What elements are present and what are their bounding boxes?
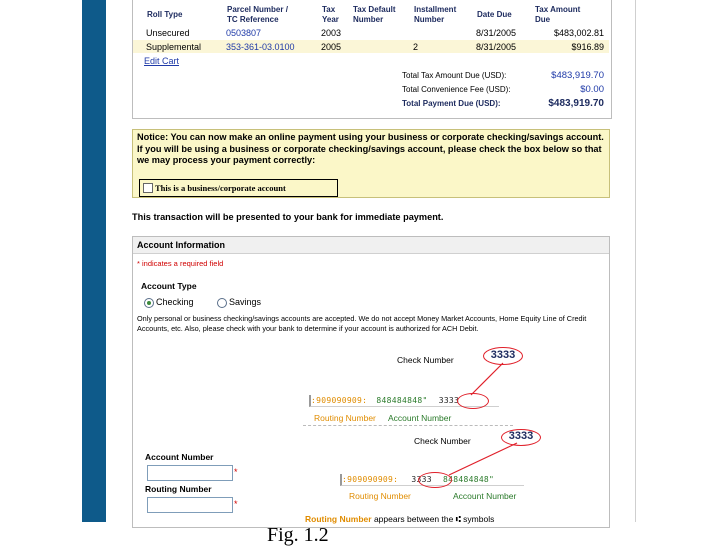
- account-information-panel: [132, 236, 610, 528]
- row1-roll-type: Unsecured: [146, 28, 190, 38]
- required-field-note: * indicates a required field: [137, 259, 224, 268]
- row2-amount: $916.89: [571, 42, 604, 52]
- header-tax-year-2: Year: [322, 15, 339, 24]
- header-parcel: Parcel Number /: [227, 5, 288, 14]
- check1-number-value: 3333: [490, 349, 516, 361]
- payment-page: [106, 0, 636, 522]
- checking-label[interactable]: Checking: [156, 297, 194, 307]
- savings-label[interactable]: Savings: [229, 297, 262, 307]
- account-type-label: Account Type: [141, 281, 197, 291]
- total-tax-value: $483,919.70: [551, 70, 604, 81]
- radio-selected-dot: [147, 301, 151, 305]
- check1-routing-digits: :909090909:: [311, 396, 368, 405]
- check2-digits-oval: [418, 472, 452, 488]
- business-account-label: This is a business/corporate account: [155, 183, 286, 193]
- header-tax-year: Tax: [322, 5, 336, 14]
- routing-footnote-rest: appears between the ⑆ symbols: [371, 514, 495, 524]
- savings-radio[interactable]: [217, 298, 227, 308]
- account-number-input[interactable]: [147, 465, 233, 481]
- header-tax-amount-2: Due: [535, 15, 551, 24]
- transaction-statement: This transaction will be presented to your bank for immediate payment.: [132, 212, 444, 222]
- convenience-fee-label: Total Convenience Fee (USD):: [402, 85, 511, 94]
- business-account-checkbox-row[interactable]: [139, 179, 338, 197]
- row2-date-due: 8/31/2005: [476, 42, 517, 52]
- check1-account-caption: Account Number: [388, 413, 452, 423]
- header-tax-default: Tax Default: [353, 5, 396, 14]
- routing-footnote: [305, 514, 494, 524]
- routing-footnote-strong: Routing Number: [305, 514, 372, 524]
- header-installment: Installment: [414, 5, 457, 14]
- row2-installment: 2: [413, 42, 419, 52]
- check2-number-label: Check Number: [414, 436, 471, 446]
- business-account-notice: [132, 129, 610, 198]
- row2-roll-type: Supplemental: [146, 42, 202, 52]
- row1-parcel-link[interactable]: 0503807: [226, 28, 262, 38]
- check1-divider: [303, 425, 513, 426]
- table-row-highlight: [133, 40, 609, 53]
- header-date-due: Date Due: [477, 10, 512, 19]
- check2-account-caption: Account Number: [453, 491, 517, 501]
- account-number-label: Account Number: [145, 452, 214, 462]
- check2-check-digits: 3333: [411, 475, 432, 484]
- routing-number-input[interactable]: [147, 497, 233, 513]
- left-sidebar-strip: [82, 0, 106, 522]
- row1-date-due: 8/31/2005: [476, 28, 517, 38]
- account-info-title: Account Information: [137, 240, 225, 250]
- check2-account-digits: 848484848": [443, 475, 495, 484]
- check2-routing-digits: :909090909:: [342, 475, 399, 484]
- check2-number-value: 3333: [508, 430, 534, 442]
- routing-number-required: *: [234, 499, 238, 509]
- check2-routing-caption: Routing Number: [349, 491, 411, 501]
- figure-caption: Fig. 1.2: [267, 524, 329, 546]
- header-installment-2: Number: [414, 15, 445, 24]
- check1-routing-caption: Routing Number: [314, 413, 376, 423]
- account-number-required: *: [234, 467, 238, 477]
- account-disclaimer: Only personal or business checking/savings accounts are accepted. We do not accept Money Market Accounts, Home Equity Line of Credit Accounts, etc. Also, please check with your bank to determine if your account is authorized for ACH Debit.: [137, 314, 587, 333]
- row2-parcel-link[interactable]: 353-361-03.0100: [226, 42, 295, 52]
- check1-digits-oval: [457, 393, 489, 409]
- header-roll-type: Roll Type: [147, 10, 183, 19]
- total-payment-value: $483,919.70: [548, 98, 604, 109]
- check1-check-digits: 3333: [438, 396, 460, 405]
- notice-text: Notice: You can now make an online payment using your business or corporate checking/savings account. If you will be using a business or corporate checking/savings account, please check the box below so that we may process your payment correctly:: [137, 132, 604, 165]
- total-tax-label: Total Tax Amount Due (USD):: [402, 71, 507, 80]
- check1-account-digits: 848484848": [376, 396, 428, 405]
- row2-tax-year: 2005: [321, 42, 342, 52]
- header-tax-default-2: Number: [353, 15, 384, 24]
- row1-tax-year: 2003: [321, 28, 342, 38]
- business-account-checkbox[interactable]: [143, 183, 153, 193]
- check1-number-label: Check Number: [397, 355, 454, 365]
- edit-cart-link[interactable]: Edit Cart: [144, 56, 180, 66]
- routing-number-label: Routing Number: [145, 484, 212, 494]
- row1-amount: $483,002.81: [553, 28, 604, 38]
- total-payment-label: Total Payment Due (USD):: [402, 99, 501, 108]
- header-parcel-2: TC Reference: [227, 15, 279, 24]
- header-tax-amount: Tax Amount: [535, 5, 581, 14]
- checking-radio[interactable]: [144, 298, 154, 308]
- convenience-fee-value: $0.00: [580, 84, 604, 95]
- account-info-header: [133, 237, 609, 254]
